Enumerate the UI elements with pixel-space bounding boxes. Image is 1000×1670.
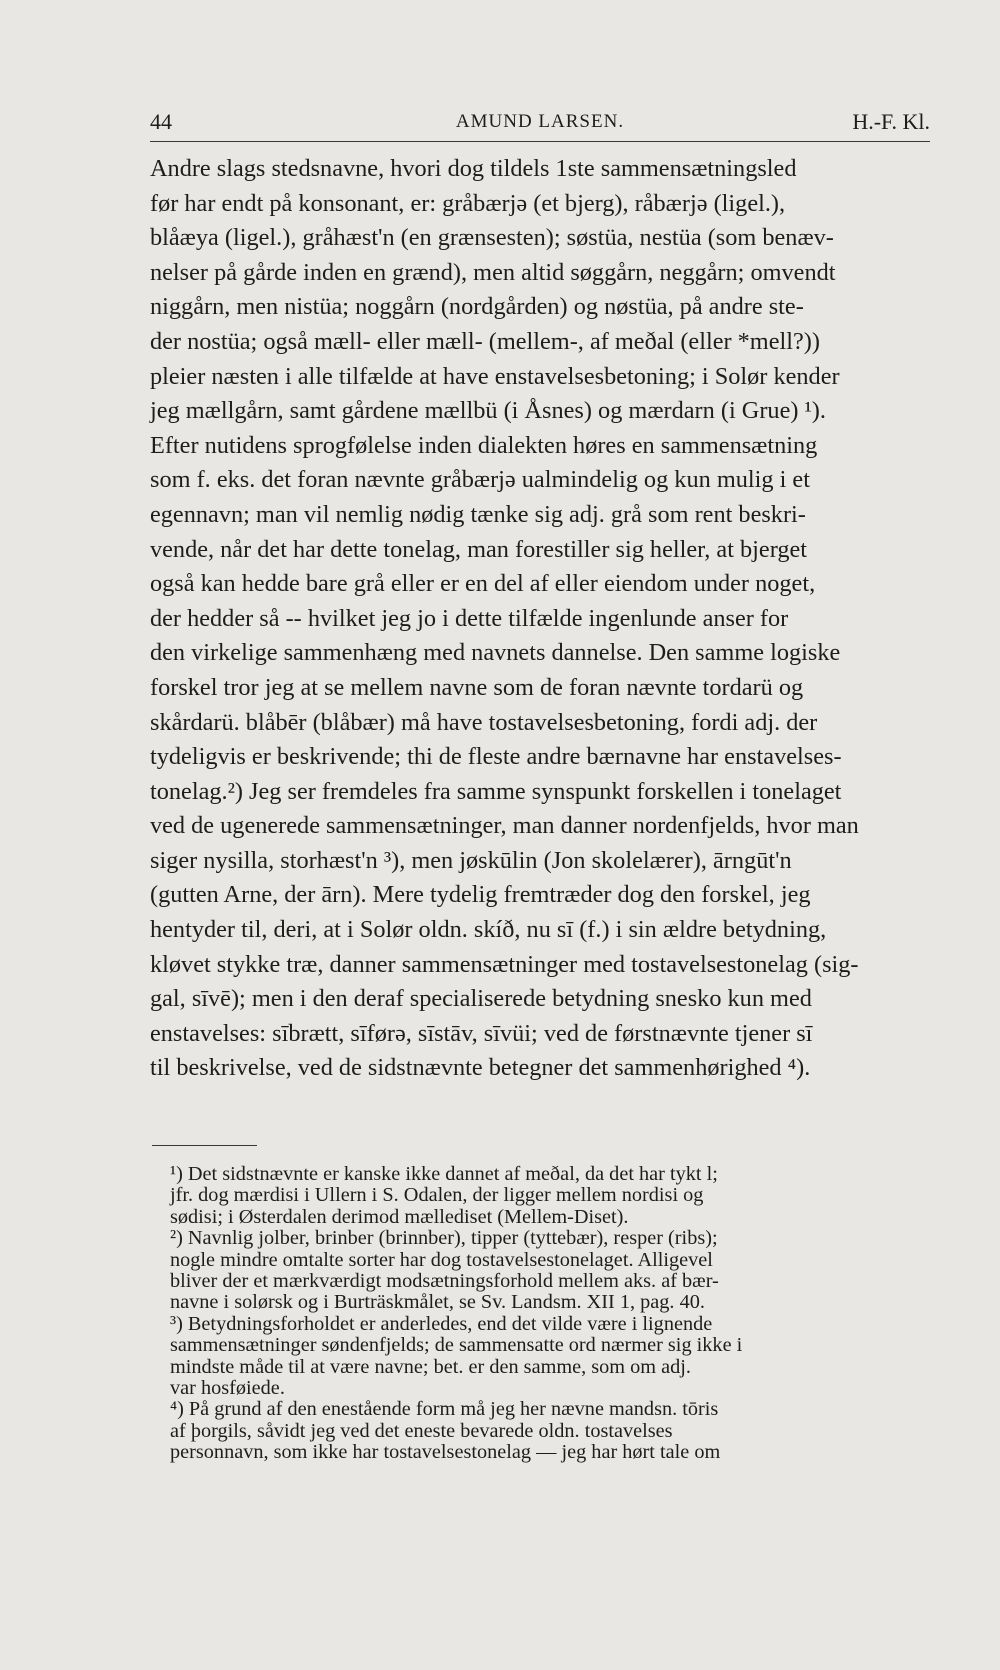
footnote-line: ²) Navnlig jolber, brinber (brinnber), tipper (tyttebær), resper (ribs);	[170, 1227, 718, 1250]
body-line: som f. eks. det foran nævnte gråbærjə ualmindelig og kun mulig i et	[150, 466, 810, 494]
body-line: Andre slags stedsnavne, hvori dog tildels 1ste sammensætningsled	[150, 155, 797, 182]
footnote-line: ⁴) På grund af den enestående form må jeg her nævne mandsn. tōris	[170, 1398, 719, 1421]
body-line: tonelag.²) Jeg ser fremdeles fra samme synspunkt forskellen i tonelaget	[150, 777, 842, 805]
body-line: før har endt på konsonant, er: gråbærjə (et bjerg), råbærjə (ligel.),	[150, 189, 786, 217]
footnote-line: personnavn, som ikke har tostavelsestonelag — jeg har hørt tale om	[170, 1441, 721, 1464]
footnote-line: ³) Betydningsforholdet er anderledes, end det vilde være i lignende	[170, 1312, 713, 1335]
body-line: egennavn; man vil nemlig nødig tænke sig adj. grå som rent beskri-	[150, 500, 806, 528]
body-line: nelser på gårde inden en grænd), men altid søggårn, neggårn; omvendt	[150, 258, 836, 286]
body-line: der nostüa; også mæll- eller mæll- (mellem-, af meðal (eller *mell?))	[150, 327, 820, 355]
body-line: enstavelses: sībrætt, sīførə, sīstāv, sīvüi; ved de førstnævnte tjener sī	[150, 1019, 813, 1047]
footnote-line: sammensætninger søndenfjelds; de sammensatte ord nærmer sig ikke i	[170, 1334, 743, 1357]
body-line: skårdarü. blåbēr (blåbær) må have tostavelsesbetoning, fordi adj. der	[150, 708, 818, 736]
body-line: forskel tror jeg at se mellem navne som de foran nævnte tordarü og	[150, 673, 804, 701]
body-paragraph	[150, 152, 932, 1086]
footnote-line: nogle mindre omtalte sorter har dog tostavelsestonelaget. Alligevel	[170, 1248, 713, 1271]
body-line: (gutten Arne, der ārn). Mere tydelig fremtræder dog den forskel, jeg	[150, 881, 811, 909]
body-line: vende, når det har dette tonelag, man forestiller sig heller, at bjerget	[150, 535, 808, 563]
body-line: der hedder så -- hvilket jeg jo i dette tilfælde ingenlunde anser for	[150, 604, 789, 632]
running-header	[150, 105, 930, 139]
body-line: Efter nutidens sprogfølelse inden dialekten høres en sammensætning	[150, 431, 818, 459]
body-line: niggårn, men nistüa; noggårn (nordgården) og nøstüa, på andre ste-	[150, 293, 804, 321]
footnote-line: navne i solørsk og i Burträskmålet, se Sv. Landsm. XII 1, pag. 40.	[170, 1291, 705, 1314]
footnote-line: bliver der et mærkværdigt modsætningsforhold mellem aks. af bær-	[170, 1270, 719, 1293]
body-line: kløvet stykke træ, danner sammensætninger med tostavelsestonelag (sig-	[150, 950, 859, 978]
header-rule	[150, 141, 930, 142]
page-number: 44	[150, 109, 172, 134]
running-title: AMUND LARSEN.	[455, 111, 625, 132]
body-line: hentyder til, deri, at i Solør oldn. skíð, nu sī (f.) i sin ældre betydning,	[150, 916, 827, 944]
footnote-line: jfr. dog mærdisi i Ullern i S. Odalen, der ligger mellem nordisi og	[170, 1184, 704, 1207]
body-line: blåæya (ligel.), gråhæst'n (en grænsesten); søstüa, nestüa (som benæv-	[150, 224, 834, 252]
body-line: til beskrivelse, ved de sidstnævnte betegner det sammenhørighed ⁴).	[150, 1054, 811, 1082]
body-line: ved de ugenerede sammensætninger, man danner nordenfjelds, hvor man	[150, 812, 859, 840]
footnote-line: ¹) Det sidstnævnte er kanske ikke dannet af meðal, da det har tykt l;	[170, 1163, 718, 1185]
footnote-line: sødisi; i Østerdalen derimod mællediset (Mellem-Diset).	[170, 1205, 629, 1228]
body-line: gal, sīvē); men i den deraf specialiserede betydning snesko kun med	[150, 985, 812, 1013]
body-line: siger nysilla, storhæst'n ³), men jøskūlin (Jon skolelærer), ārngūt'n	[150, 846, 792, 874]
footnote-line: af þorgils, såvidt jeg ved det eneste bevarede oldn. tostavelses	[170, 1419, 673, 1442]
footnote-line: var hosføiede.	[170, 1377, 285, 1400]
footnote-separator	[152, 1145, 257, 1146]
footnote-line: mindste måde til at være navne; bet. er den samme, som om adj.	[170, 1355, 691, 1378]
body-line: den virkelige sammenhæng med navnets dannelse. Den samme logiske	[150, 639, 841, 667]
body-line: jeg mællgårn, samt gårdene mællbü (i Åsnes) og mærdarn (i Grue) ¹).	[150, 397, 826, 425]
footnotes	[170, 1164, 934, 1464]
series-label: H.-F. Kl.	[852, 109, 930, 134]
body-line: pleier næsten i alle tilfælde at have enstavelsesbetoning; i Solør kender	[150, 362, 840, 390]
body-line: også kan hedde bare grå eller er en del af eller eiendom under noget,	[150, 570, 816, 598]
body-line: tydeligvis er beskrivende; thi de fleste andre bærnavne har enstavelses-	[150, 743, 842, 771]
